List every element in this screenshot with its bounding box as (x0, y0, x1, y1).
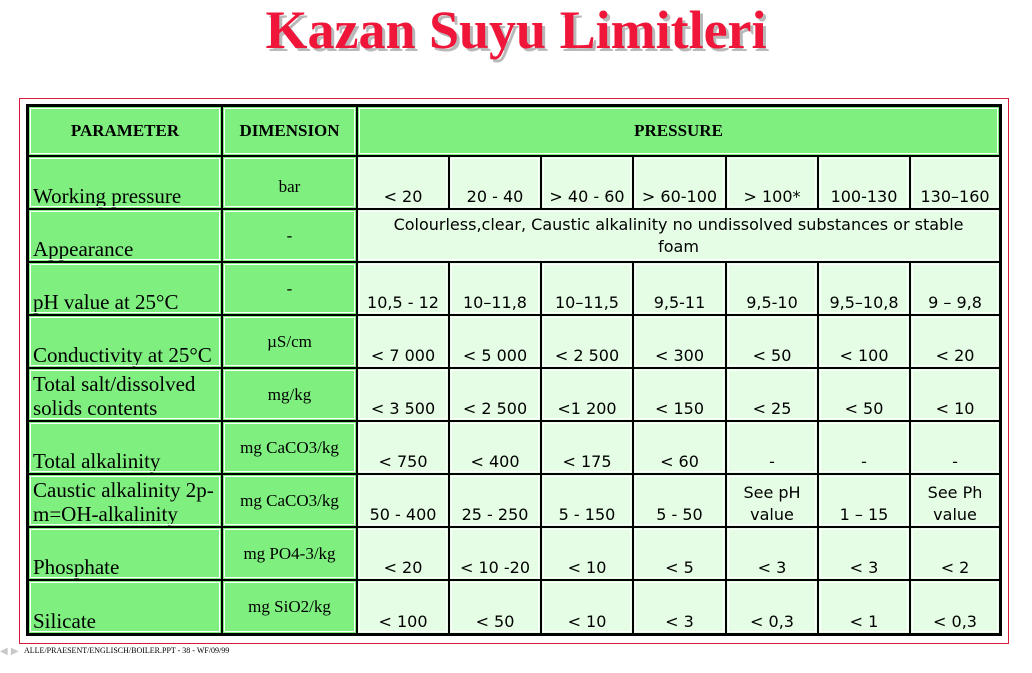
table-header-row (28, 106, 1000, 156)
row-value: < 7 000 (357, 315, 449, 368)
row-value: 5 - 50 (633, 474, 726, 527)
row-value: 10–11,5 (541, 262, 633, 315)
table-row (28, 527, 1000, 580)
row-value: < 20 (910, 315, 1000, 368)
row-value: 10–11,8 (449, 262, 541, 315)
row-value: - (726, 421, 818, 474)
row-value: < 5 (633, 527, 726, 580)
row-value: 9,5-11 (633, 262, 726, 315)
row-parameter: Working pressure (28, 156, 222, 209)
header-dimension: DIMENSION (222, 106, 357, 156)
row-value: < 3 (633, 580, 726, 634)
row-value: < 50 (726, 315, 818, 368)
row-value: < 2 500 (449, 368, 541, 421)
row-dimension: - (222, 262, 357, 315)
row-value: 9,5–10,8 (818, 262, 910, 315)
row-value: < 25 (726, 368, 818, 421)
row-value: > 60-100 (633, 156, 726, 209)
row-value: < 175 (541, 421, 633, 474)
row-dimension: µS/cm (222, 315, 357, 368)
row-parameter: Total alkalinity (28, 421, 222, 474)
row-parameter: Silicate (28, 580, 222, 634)
header-pressure: PRESSURE (357, 106, 1000, 156)
row-value: < 750 (357, 421, 449, 474)
row-value: < 10 -20 (449, 527, 541, 580)
row-value: 50 - 400 (357, 474, 449, 527)
row-parameter: Conductivity at 25°C (28, 315, 222, 368)
table-row (28, 421, 1000, 474)
row-value: < 60 (633, 421, 726, 474)
row-value: 5 - 150 (541, 474, 633, 527)
row-value: - (910, 421, 1000, 474)
row-value: > 40 - 60 (541, 156, 633, 209)
header-parameter: PARAMETER (28, 106, 222, 156)
table-row (28, 209, 1000, 262)
row-dimension: mg PO4-3/kg (222, 527, 357, 580)
page-title: Kazan Suyu Limitleri (265, 0, 767, 60)
row-value: < 20 (357, 527, 449, 580)
row-dimension: mg CaCO3/kg (222, 421, 357, 474)
row-value: < 50 (818, 368, 910, 421)
row-value: < 10 (541, 580, 633, 634)
row-value: < 10 (541, 527, 633, 580)
row-value: 20 - 40 (449, 156, 541, 209)
slide-footer: ALLE/PRAESENT/ENGLISCH/BOILER.PPT - 38 - WF/09/99 (24, 646, 230, 655)
table-row (28, 262, 1000, 315)
row-value: 9,5-10 (726, 262, 818, 315)
row-value: 25 - 250 (449, 474, 541, 527)
row-dimension: mg/kg (222, 368, 357, 421)
row-value: < 3 500 (357, 368, 449, 421)
row-value: 100-130 (818, 156, 910, 209)
row-value: < 5 000 (449, 315, 541, 368)
row-value: < 0,3 (910, 580, 1000, 634)
row-value: < 10 (910, 368, 1000, 421)
row-value: See Ph value (910, 474, 1000, 527)
row-value: < 3 (726, 527, 818, 580)
table-row (28, 368, 1000, 421)
row-parameter: pH value at 25°C (28, 262, 222, 315)
row-parameter: Appearance (28, 209, 222, 262)
row-dimension: bar (222, 156, 357, 209)
row-dimension: - (222, 209, 357, 262)
row-parameter: Total salt/dissolved solids contents (28, 368, 222, 421)
row-value: < 2 (910, 527, 1000, 580)
row-value: - (818, 421, 910, 474)
row-dimension: mg CaCO3/kg (222, 474, 357, 527)
row-value: < 300 (633, 315, 726, 368)
boiler-water-limits-table (26, 104, 1002, 636)
row-value: < 3 (818, 527, 910, 580)
row-value: > 100* (726, 156, 818, 209)
row-value: See pH value (726, 474, 818, 527)
row-value: < 50 (449, 580, 541, 634)
row-value: < 100 (818, 315, 910, 368)
row-value: < 400 (449, 421, 541, 474)
row-value: < 0,3 (726, 580, 818, 634)
row-value: 10,5 - 12 (357, 262, 449, 315)
table-row (28, 474, 1000, 527)
row-value: < 20 (357, 156, 449, 209)
appearance-note: Colourless,clear, Caustic alkalinity no undissolved substances or stable foam (357, 209, 1000, 262)
row-value: < 2 500 (541, 315, 633, 368)
row-parameter: Phosphate (28, 527, 222, 580)
row-parameter: Caustic alkalinity 2p-m=OH-alkalinity (28, 474, 222, 527)
row-value: 130–160 (910, 156, 1000, 209)
table-row (28, 156, 1000, 209)
row-value: 1 – 15 (818, 474, 910, 527)
row-value: < 1 (818, 580, 910, 634)
table-row (28, 315, 1000, 368)
table-row (28, 580, 1000, 634)
row-value: < 150 (633, 368, 726, 421)
slide-nav-arrows-icon[interactable]: ◀ ▶ (0, 646, 19, 657)
row-value: 9 – 9,8 (910, 262, 1000, 315)
row-value: < 100 (357, 580, 449, 634)
row-value: <1 200 (541, 368, 633, 421)
row-dimension: mg SiO2/kg (222, 580, 357, 634)
